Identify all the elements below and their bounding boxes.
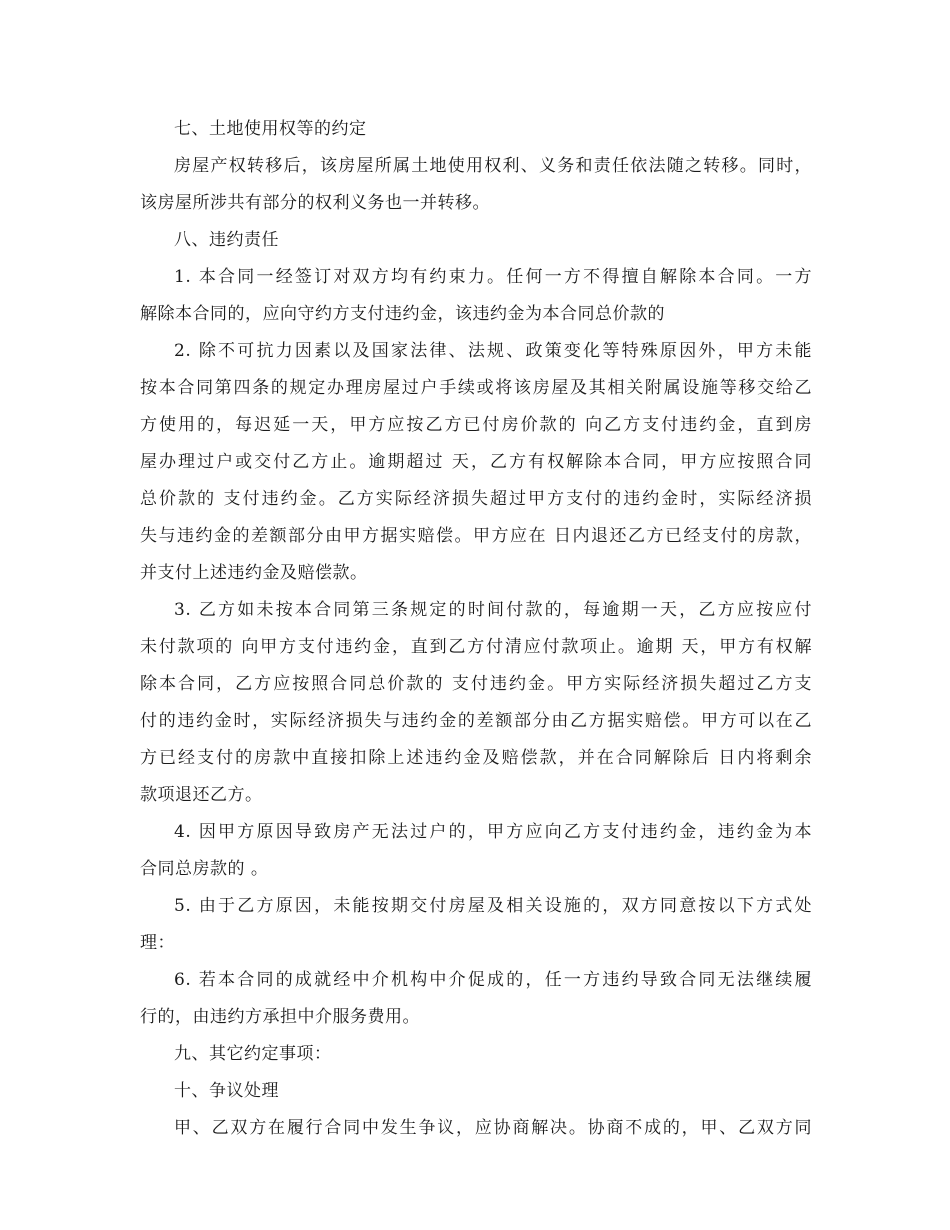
clause-1-line: 1. 本合同一经签订对双方均有约束力。任何一方不得擅自解除本合同。一方: [174, 267, 812, 287]
clause-2-line: 方使用的，每迟延一天，甲方应按乙方已付房价款的 向乙方支付违约金，直到房: [140, 415, 812, 435]
section-heading-breach: 八、违约责任: [174, 230, 279, 250]
clause-6-line: 行的，由违约方承担中介服务费用。: [140, 1007, 420, 1027]
clause-3-line: 付的违约金时，实际经济损失与违约金的差额部分由乙方据实赔偿。甲方可以在乙: [140, 711, 812, 731]
clause-6-line: 6. 若本合同的成就经中介机构中介促成的，任一方违约导致合同无法继续履: [174, 970, 812, 990]
dispute-paragraph-line: 甲、乙双方在履行合同中发生争议，应协商解决。协商不成的，甲、乙双方同: [174, 1118, 812, 1138]
paragraph-line: 该房屋所涉共有部分的权利义务也一并转移。: [140, 193, 490, 213]
clause-3-line: 除本合同，乙方应按照合同总价款的 支付违约金。甲方实际经济损失超过乙方支: [140, 674, 812, 694]
document-page: [140, 116, 812, 1152]
clause-2-line: 按本合同第四条的规定办理房屋过户手续或将该房屋及其相关附属设施等移交给乙: [140, 378, 812, 398]
clause-2-line: 失与违约金的差额部分由甲方据实赔偿。甲方应在 日内退还乙方已经支付的房款，: [140, 526, 812, 546]
clause-4-line: 合同总房款的 。: [140, 859, 269, 879]
clause-3-line: 3. 乙方如未按本合同第三条规定的时间付款的，每逾期一天，乙方应按应付: [174, 600, 812, 620]
clause-2-line: 2. 除不可抗力因素以及国家法律、法规、政策变化等特殊原因外，甲方未能: [174, 341, 812, 361]
clause-2-line: 屋办理过户或交付乙方止。逾期超过 天，乙方有权解除本合同，甲方应按照合同: [140, 452, 812, 472]
paragraph-line: 房屋产权转移后，该房屋所属土地使用权利、义务和责任依法随之转移。同时，: [174, 156, 812, 176]
clause-4-line: 4. 因甲方原因导致房产无法过户的，甲方应向乙方支付违约金，违约金为本: [174, 822, 812, 842]
section-heading-other-matters: 九、其它约定事项：: [174, 1044, 332, 1064]
clause-2-line: 并支付上述违约金及赔偿款。: [140, 563, 368, 583]
clause-1-line: 解除本合同的，应向守约方支付违约金，该违约金为本合同总价款的: [140, 304, 665, 324]
clause-3-line: 款项退还乙方。: [140, 785, 263, 805]
clause-5-line: 5. 由于乙方原因，未能按期交付房屋及相关设施的，双方同意按以下方式处: [174, 896, 812, 916]
clause-3-line: 未付款项的 向甲方支付违约金，直到乙方付清应付款项止。逾期 天，甲方有权解: [140, 637, 812, 657]
clause-2-line: 总价款的 支付违约金。乙方实际经济损失超过甲方支付的违约金时，实际经济损: [140, 489, 812, 509]
section-heading-dispute: 十、争议处理: [174, 1081, 279, 1101]
clause-5-line: 理：: [140, 933, 175, 953]
clause-3-line: 方已经支付的房款中直接扣除上述违约金及赔偿款，并在合同解除后 日内将剩余: [140, 748, 812, 768]
section-heading-land-use: 七、土地使用权等的约定: [174, 119, 367, 139]
